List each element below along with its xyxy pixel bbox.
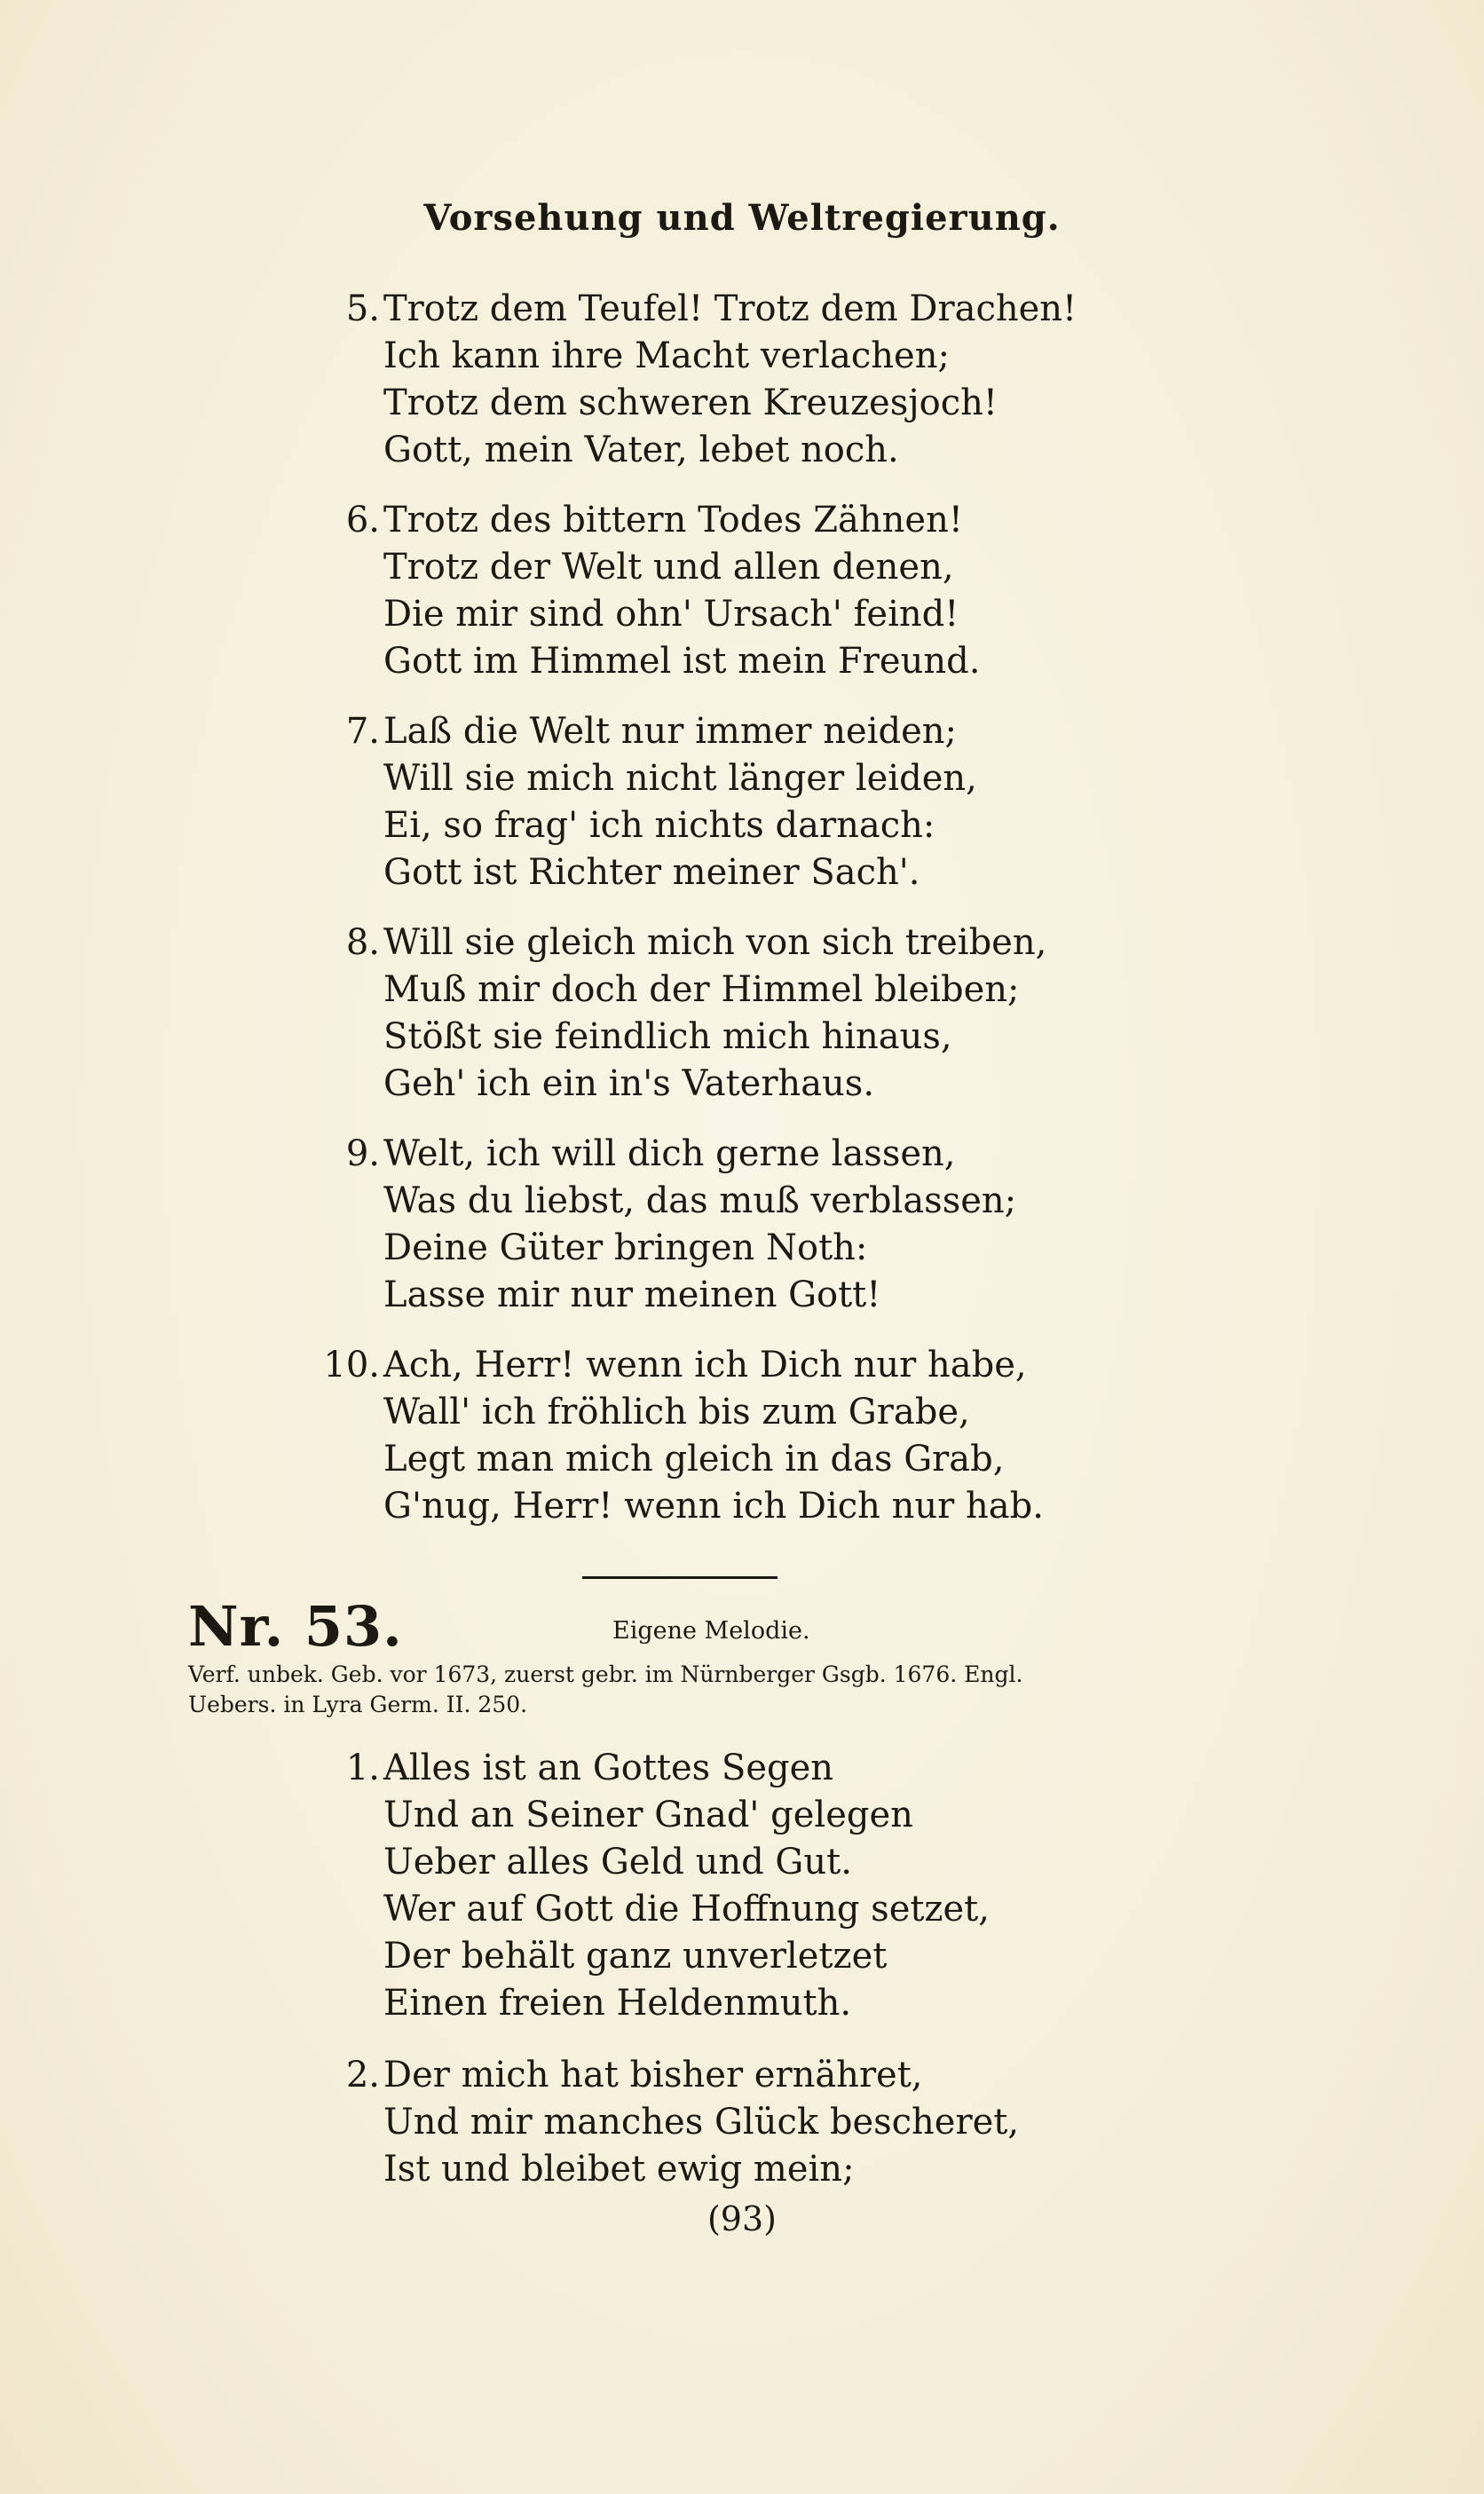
verse-line: Welt, ich will dich gerne lassen, (383, 1133, 956, 1174)
verse-line: Ei, so frag' ich nichts darnach: (383, 805, 935, 846)
attribution-line: Uebers. in Lyra Germ. II. 250. (188, 1692, 528, 1717)
hymn-number: Nr. 53. (188, 1594, 403, 1659)
verse-line: Legt man mich gleich in das Grab, (383, 1439, 1005, 1480)
stanza-lines (383, 708, 1271, 896)
stanza-lines (383, 2052, 1271, 2193)
verse-line: Lasse mir nur meinen Gott! (383, 1275, 881, 1315)
verse-line: Wer auf Gott die Hoffnung setzet, (383, 1889, 990, 1930)
verse-line: Stößt sie feindlich mich hinaus, (383, 1016, 952, 1057)
verse-line: Alles ist an Gottes Segen (383, 1748, 834, 1788)
verse-line: Geh' ich ein in's Vaterhaus. (383, 1063, 875, 1104)
stanza-number: 2. (345, 2055, 380, 2095)
verse-line: Will sie mich nicht länger leiden, (383, 758, 977, 799)
verse-line: Muß mir doch der Himmel bleiben; (383, 969, 1020, 1010)
verse-line: Ach, Herr! wenn ich Dich nur habe, (383, 1345, 1027, 1385)
verse-line: Wall' ich fröhlich bis zum Grabe, (383, 1392, 970, 1432)
stanza-number: 5. (345, 288, 380, 329)
stanza-number: 8. (345, 922, 380, 963)
stanza-lines (383, 497, 1271, 685)
stanza-lines (383, 919, 1271, 1108)
verse-line: Deine Güter bringen Noth: (383, 1227, 868, 1268)
verse-line: Gott, mein Vater, lebet noch. (383, 430, 899, 470)
attribution-line: Verf. unbek. Geb. vor 1673, zuerst gebr. im Nürnberger Gsgb. 1676. Engl. (188, 1661, 1023, 1687)
verse-line: Trotz des bittern Todes Zähnen! (383, 500, 963, 541)
stanza-lines (383, 1131, 1271, 1319)
verse-line: Der mich hat bisher ernähret, (383, 2055, 923, 2095)
stanza-lines (383, 1342, 1271, 1530)
verse-line: Die mir sind ohn' Ursach' feind! (383, 594, 959, 635)
verse-line: Der behält ganz unverletzet (383, 1936, 888, 1977)
verse-line: Ich kann ihre Macht verlachen; (383, 335, 950, 376)
verse-line: Will sie gleich mich von sich treiben, (383, 922, 1047, 963)
stanza-lines (383, 1745, 1271, 2027)
page-number: (93) (706, 2199, 777, 2238)
stanza-number: 7. (345, 711, 380, 752)
verse-line: G'nug, Herr! wenn ich Dich nur hab. (383, 1486, 1044, 1527)
hymn-attribution (188, 1660, 1235, 1720)
stanza-number: 6. (345, 500, 380, 541)
verse-line: Trotz dem schweren Kreuzesjoch! (383, 383, 998, 423)
section-divider (582, 1576, 778, 1579)
verse-line: Trotz der Welt und allen denen, (383, 547, 954, 588)
running-head: Vorsehung und Weltregierung. (423, 197, 1061, 239)
stanza-number: 1. (345, 1748, 380, 1788)
verse-line: Trotz dem Teufel! Trotz dem Drachen! (383, 288, 1077, 329)
verse-line: Und an Seiner Gnad' gelegen (383, 1795, 913, 1835)
stanza-number: 9. (345, 1133, 380, 1174)
verse-line: Gott ist Richter meiner Sach'. (383, 852, 920, 893)
verse-line: Einen freien Heldenmuth. (383, 1983, 852, 2024)
verse-line: Gott im Himmel ist mein Freund. (383, 641, 981, 682)
verse-line: Was du liebst, das muß verblassen; (383, 1180, 1017, 1221)
verse-line: Und mir manches Glück bescheret, (383, 2102, 1020, 2143)
verse-line: Ueber alles Geld und Gut. (383, 1842, 852, 1882)
verse-line: Ist und bleibet ewig mein; (383, 2149, 855, 2190)
stanza-lines (383, 286, 1271, 474)
verse-line: Laß die Welt nur immer neiden; (383, 711, 957, 752)
melody-note: Eigene Melodie. (612, 1617, 810, 1645)
stanza-number: 10. (323, 1345, 380, 1385)
